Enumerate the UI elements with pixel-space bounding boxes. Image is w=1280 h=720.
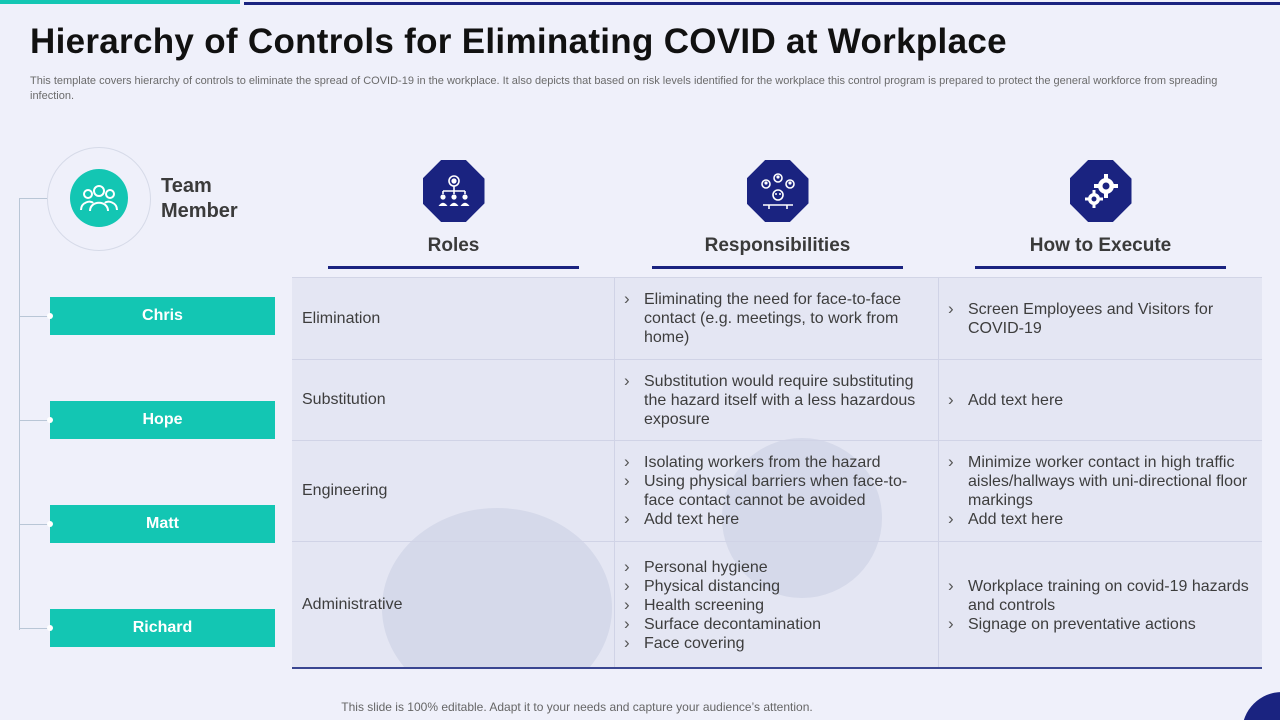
responsibilities-cell — [615, 441, 939, 541]
execute-cell — [939, 542, 1262, 668]
team-member-heading — [161, 174, 238, 224]
column-underline — [652, 266, 903, 269]
list-item: › Using physical barriers when face-to-face contact cannot be avoided — [623, 472, 918, 510]
network-people-icon — [747, 160, 809, 222]
list-item: › Isolating workers from the hazard — [623, 453, 918, 472]
list-item: › Eliminating the need for face-to-face contact (e.g. meetings, to work from home) — [623, 290, 918, 347]
responsibilities-cell — [615, 278, 939, 359]
tree-branch — [19, 316, 50, 317]
column-header-responsibilities — [652, 160, 903, 269]
tree-branch-top — [19, 198, 47, 199]
member-card-chris[interactable] — [50, 297, 275, 335]
list-item: › Physical distancing — [623, 577, 821, 596]
list-item: › Face covering — [623, 634, 821, 653]
team-label-line2: Member — [161, 200, 238, 222]
column-underline — [328, 266, 579, 269]
member-card-richard[interactable] — [50, 609, 275, 647]
gears-icon — [1070, 160, 1132, 222]
connector-dot — [47, 625, 53, 631]
responsibilities-cell — [615, 542, 939, 668]
list-item: › Substitution would require substituting the hazard itself with a less hazardous exposure — [623, 372, 918, 429]
table-row — [292, 441, 1262, 542]
member-name: Matt — [146, 515, 179, 532]
list-item: › Surface decontamination — [623, 615, 821, 634]
member-name: Hope — [142, 411, 183, 428]
slide-title: Hierarchy of Controls for Eliminating COVID at Workplace — [30, 22, 1007, 61]
execute-cell — [939, 441, 1262, 541]
list-item: › Signage on preventative actions — [947, 615, 1250, 634]
tree-branch — [19, 420, 50, 421]
responsibilities-cell — [615, 360, 939, 440]
role-cell: Substitution — [292, 360, 615, 440]
connector-dot — [47, 521, 53, 527]
table-row — [292, 278, 1262, 360]
table-row — [292, 542, 1262, 668]
list-item: › Minimize worker contact in high traffic aisles/hallways with uni-directional floor markings — [947, 453, 1250, 510]
connector-dot — [47, 417, 53, 423]
list-item: › Add text here — [623, 510, 918, 529]
top-accent-bar-teal — [0, 0, 240, 4]
role-cell: Engineering — [292, 441, 615, 541]
column-label: How to Execute — [1029, 235, 1172, 256]
role-cell: Administrative — [292, 542, 615, 668]
member-name: Richard — [132, 619, 193, 636]
list-item: › Add text here — [947, 391, 1063, 410]
member-card-matt[interactable] — [50, 505, 275, 543]
team-group-icon — [70, 169, 128, 227]
list-item: › Personal hygiene — [623, 558, 821, 577]
slide-subtitle: This template covers hierarchy of controls to eliminate the spread of COVID-19 in the workplace. It also depicts that based on risk levels identified for the workplace this control program is prepared to protect the general workforce from spreading infection. — [30, 75, 1218, 102]
member-name: Chris — [142, 307, 183, 324]
tree-branch — [19, 524, 50, 525]
list-item: › Health screening — [623, 596, 821, 615]
connector-dot — [47, 313, 53, 319]
people-gear-icon — [423, 160, 485, 222]
footer-note: This slide is 100% editable. Adapt it to your needs and capture your audience’s attention. — [341, 700, 813, 714]
team-label-line1: Team — [161, 175, 212, 197]
team-tree-connector — [19, 198, 20, 630]
list-item: › Add text here — [947, 510, 1250, 529]
column-header-roles — [328, 160, 579, 269]
column-label: Roles — [427, 235, 480, 256]
top-accent-bar-navy — [244, 2, 1280, 5]
table-row — [292, 360, 1262, 441]
member-card-hope[interactable] — [50, 401, 275, 439]
column-header-how-to-execute — [975, 160, 1226, 269]
tree-branch — [19, 628, 50, 629]
execute-cell — [939, 360, 1262, 440]
execute-cell — [939, 278, 1262, 359]
controls-table — [292, 277, 1262, 669]
list-item: › Workplace training on covid-19 hazards and controls — [947, 577, 1250, 615]
list-item: › Screen Employees and Visitors for COVID-19 — [947, 300, 1250, 338]
column-underline — [975, 266, 1226, 269]
role-cell: Elimination — [292, 278, 615, 359]
column-label: Responsibilities — [704, 235, 851, 256]
